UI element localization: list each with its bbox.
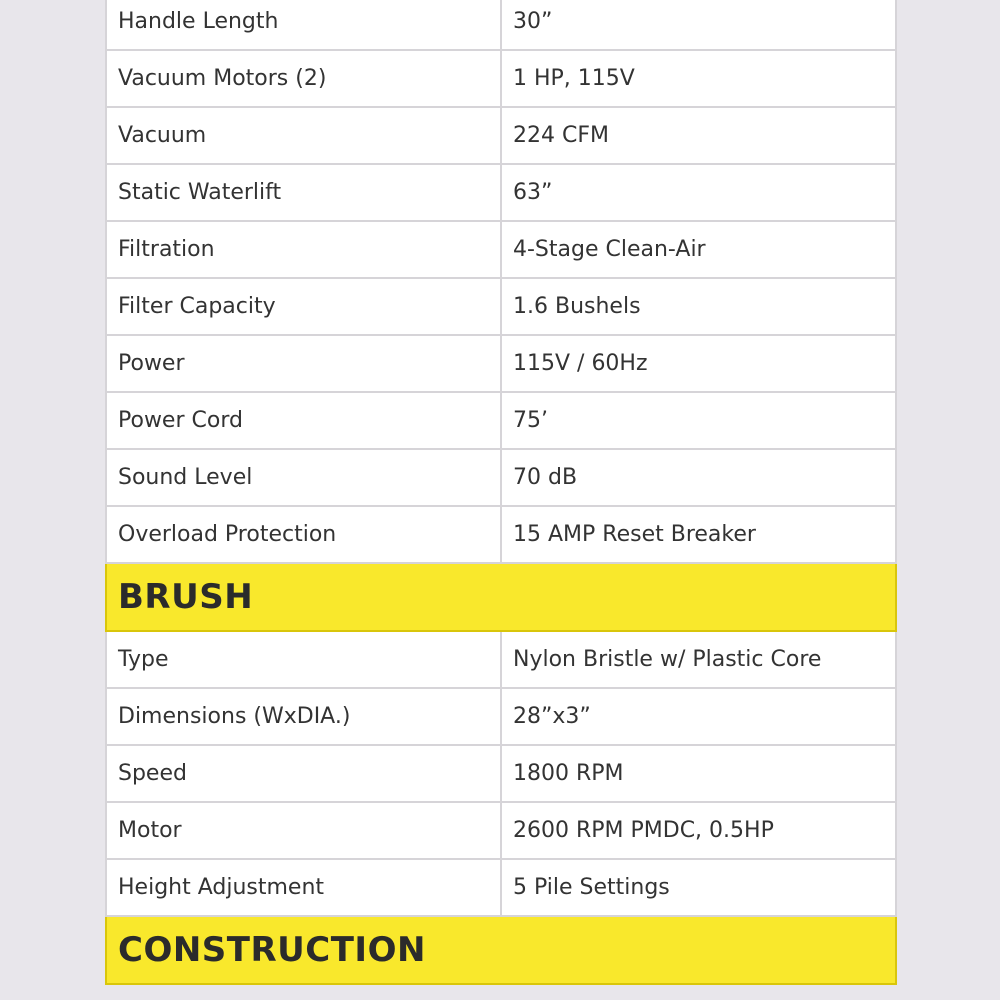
spec-value: 70 dB [501, 449, 896, 506]
spec-value: 1.6 Bushels [501, 278, 896, 335]
spec-value: 1 HP, 115V [501, 50, 896, 107]
table-row [106, 50, 896, 107]
spec-label: Filtration [106, 221, 501, 278]
spec-value: 1800 RPM [501, 745, 896, 802]
table-row [106, 449, 896, 506]
spec-value: 75’ [501, 392, 896, 449]
section-title: CONSTRUCTION [106, 916, 896, 984]
table-row [106, 164, 896, 221]
section-header-construction [106, 916, 896, 984]
spec-label: Type [106, 631, 501, 688]
spec-label: Speed [106, 745, 501, 802]
spec-value: Nylon Bristle w/ Plastic Core [501, 631, 896, 688]
spec-label: Power [106, 335, 501, 392]
table-row [106, 745, 896, 802]
spec-value: 115V / 60Hz [501, 335, 896, 392]
table-row [106, 221, 896, 278]
spec-value: 15 AMP Reset Breaker [501, 506, 896, 563]
section-header-brush [106, 563, 896, 631]
spec-value: 2600 RPM PMDC, 0.5HP [501, 802, 896, 859]
table-row [106, 107, 896, 164]
spec-label: Power Cord [106, 392, 501, 449]
table-row [106, 278, 896, 335]
table-row [106, 392, 896, 449]
spec-value: 5 Pile Settings [501, 859, 896, 916]
table-row [106, 631, 896, 688]
spec-value: 30” [501, 0, 896, 50]
section-title: BRUSH [106, 563, 896, 631]
spec-value: 224 CFM [501, 107, 896, 164]
spec-label: Overload Protection [106, 506, 501, 563]
spec-value: 63” [501, 164, 896, 221]
spec-label: Vacuum Motors (2) [106, 50, 501, 107]
spec-label: Sound Level [106, 449, 501, 506]
table-row [106, 0, 896, 50]
spec-value: 28”x3” [501, 688, 896, 745]
spec-table [105, 0, 897, 985]
spec-label: Motor [106, 802, 501, 859]
spec-sheet [105, 0, 895, 985]
spec-label: Dimensions (WxDIA.) [106, 688, 501, 745]
spec-label: Filter Capacity [106, 278, 501, 335]
spec-label: Vacuum [106, 107, 501, 164]
table-row [106, 335, 896, 392]
table-row [106, 802, 896, 859]
table-row [106, 859, 896, 916]
spec-value: 4-Stage Clean-Air [501, 221, 896, 278]
table-row [106, 506, 896, 563]
spec-label: Handle Length [106, 0, 501, 50]
spec-label: Height Adjustment [106, 859, 501, 916]
table-row [106, 688, 896, 745]
spec-label: Static Waterlift [106, 164, 501, 221]
